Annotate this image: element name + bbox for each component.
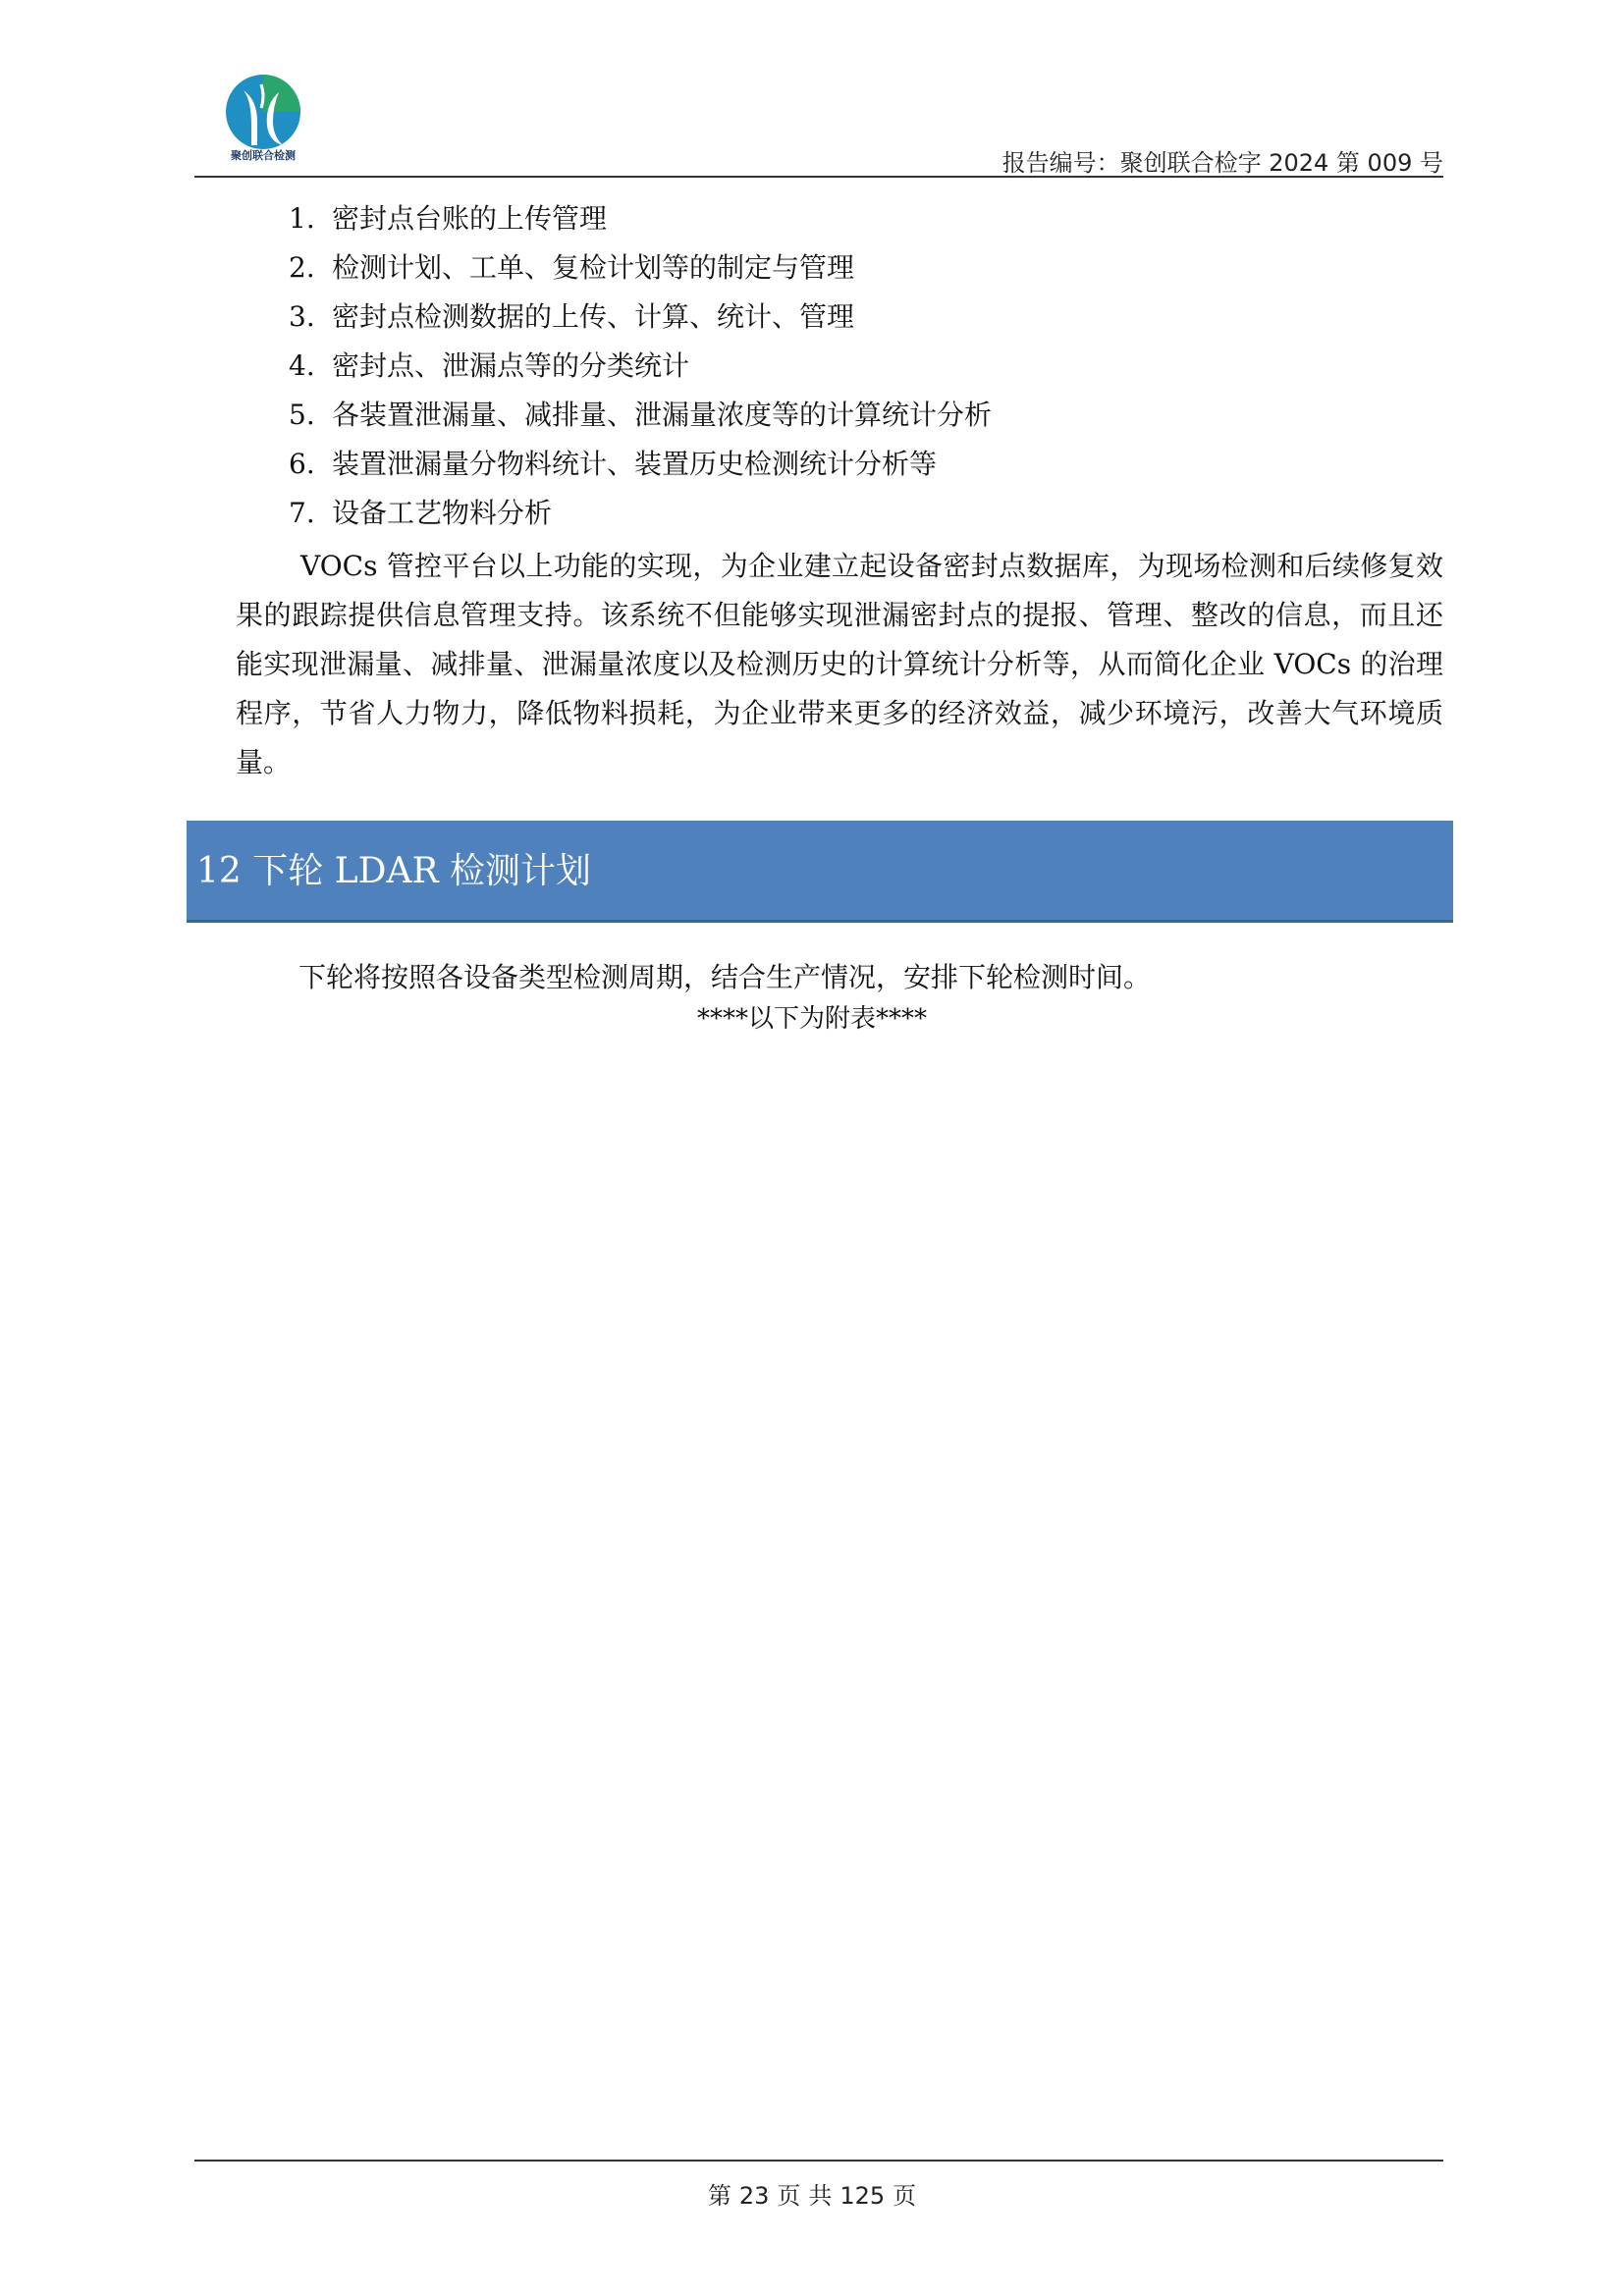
list-item [289,444,992,493]
list-item-number: 3. [289,300,315,333]
section-heading-bar [187,821,1453,923]
list-item-text: 密封点、泄漏点等的分类统计 [332,349,690,382]
list-item [289,198,992,247]
list-item-text: 检测计划、工单、复检计划等的制定与管理 [332,251,855,284]
footer-suffix: 页 [893,2182,917,2210]
list-item-number: 1. [289,202,315,235]
list-item-text: 各装置泄漏量、减排量、泄漏量浓度等的计算统计分析 [332,399,993,431]
list-item [289,247,992,296]
list-item-number: 7. [289,497,315,529]
list-item-number: 6. [289,448,315,480]
list-item [289,296,992,346]
footer-page-word: 页 [777,2182,801,2210]
summary-paragraph: VOCs 管控平台以上功能的实现，为企业建立起设备密封点数据库，为现场检测和后续修复效果的跟踪提供信息管理支持。该系统不但能够实现泄漏密封点的提报、管理、整改的信息，而且还能实现泄漏量、减排量、泄漏量浓度以及检测历史的计算统计分析等，从而简化企业 VOCs 的治理程序，节省人力物力，降低物料损耗，为企业带来更多的经济效益，减少环境污，改善大气环境质量。 [236,550,1443,778]
footer-prefix: 第 [707,2182,731,2210]
header-divider [194,176,1443,178]
section-title: 12 下轮 LDAR 检测计划 [196,851,592,891]
list-item-text: 设备工艺物料分析 [332,497,553,529]
page-footer [0,2179,1624,2213]
footer-divider [194,2160,1443,2162]
footer-total-prefix: 共 [808,2182,833,2210]
list-item-number: 5. [289,399,315,431]
list-item-number: 4. [289,349,315,382]
list-item-text: 装置泄漏量分物料统计、装置历史检测统计分析等 [332,448,938,480]
logo-caption: 聚创联合检测 [231,149,296,162]
list-item [289,493,992,542]
total-page-count: 125 [839,2182,886,2210]
list-item [289,346,992,395]
current-page-number: 23 [738,2182,770,2210]
plan-text: 下轮将按照各设备类型检测周期，结合生产情况，安排下轮检测时间。 [298,961,1152,993]
report-number: 报告编号：聚创联合检字 2024 第 009 号 [1001,149,1443,177]
list-item-number: 2. [289,251,315,284]
list-item [289,395,992,444]
features-list [289,198,992,542]
appendix-note: ****以下为附表**** [696,1004,927,1034]
list-item-text: 密封点检测数据的上传、计算、统计、管理 [332,300,855,333]
list-item-text: 密封点台账的上传管理 [332,202,608,235]
